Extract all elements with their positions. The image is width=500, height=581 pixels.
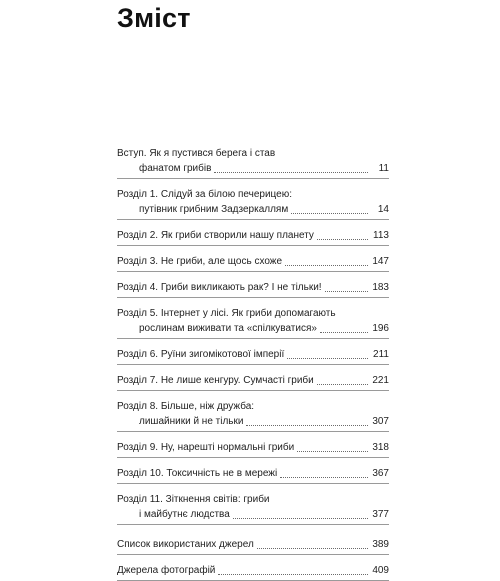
toc-page-number: 221 [372, 375, 389, 386]
dot-leader [325, 291, 368, 292]
toc-entry [117, 399, 389, 432]
toc-entry [117, 347, 389, 365]
toc-entry-line [117, 254, 389, 269]
dot-leader [246, 425, 368, 426]
toc-entry [117, 280, 389, 298]
toc-entry-title: рослинам виживати та «спілкуватися» [139, 323, 317, 334]
toc-page-number: 183 [372, 282, 389, 293]
toc-entry-line [117, 399, 389, 414]
toc-page-number: 367 [372, 468, 389, 479]
toc-entry [117, 537, 389, 555]
toc-entry-title: лишайники й не тільки [139, 416, 244, 427]
toc-entry-title: і майбутнє людства [139, 509, 230, 520]
toc-page-number: 318 [372, 442, 389, 453]
toc-entry-line [117, 466, 389, 481]
toc-entry-title: Розділ 6. Руїни зигомікотової імперії [117, 349, 285, 360]
dot-leader [285, 265, 368, 266]
toc-page-number: 389 [372, 539, 389, 550]
dot-leader [320, 332, 368, 333]
toc-entry-line [117, 161, 389, 176]
toc-entry [117, 466, 389, 484]
dot-leader [257, 548, 368, 549]
toc-entry-line [117, 347, 389, 362]
toc-entry [117, 563, 389, 581]
toc-page-number: 14 [377, 204, 389, 215]
toc-entry-line [117, 373, 389, 388]
toc-entry [117, 306, 389, 339]
toc-entry-line [117, 187, 389, 202]
toc-list [117, 138, 389, 581]
toc-entry-title: Список використаних джерел [117, 539, 254, 550]
toc-entry-line [117, 146, 389, 161]
toc-entry-title: фанатом грибів [139, 163, 212, 174]
toc-page-number: 147 [372, 256, 389, 267]
toc-entry [117, 228, 389, 246]
toc-entry-line [117, 306, 389, 321]
toc-entry-title: Розділ 9. Ну, нарешті нормальні гриби [117, 442, 295, 453]
toc-page-number: 409 [372, 565, 389, 576]
dot-leader [317, 239, 368, 240]
toc-entry [117, 146, 389, 179]
toc-entry-title: Розділ 4. Гриби викликають рак? І не тільки! [117, 282, 322, 293]
toc-page-number: 196 [372, 323, 389, 334]
toc-page-number: 211 [373, 349, 389, 360]
toc-entry-title: путівник грибним Задзеркаллям [139, 204, 289, 215]
toc-entry-line [117, 280, 389, 295]
dot-leader [233, 518, 368, 519]
dot-leader [297, 451, 368, 452]
toc-entry-line [117, 563, 389, 578]
toc-page-number: 113 [373, 230, 389, 241]
dot-leader [317, 384, 368, 385]
toc-page-number: 11 [378, 163, 389, 174]
toc-entry-line [117, 507, 389, 522]
dot-leader [287, 358, 368, 359]
dot-leader [214, 172, 368, 173]
toc-entry-title: Джерела фотографій [117, 565, 216, 576]
dot-leader [218, 574, 368, 575]
toc-entry-title: Розділ 8. Більше, ніж дружба: [117, 401, 255, 412]
toc-entry-line [117, 537, 389, 552]
toc-entry-title: Розділ 2. Як гриби створили нашу планету [117, 230, 314, 241]
toc-entry-line [117, 414, 389, 429]
toc-entry [117, 440, 389, 458]
toc-entry-line [117, 440, 389, 455]
toc-entry-line [117, 321, 389, 336]
toc-entry [117, 187, 389, 220]
toc-entry-line [117, 228, 389, 243]
page-title: Зміст [117, 3, 191, 33]
toc-entry [117, 254, 389, 272]
dot-leader [280, 477, 368, 478]
toc-entry-title: Розділ 7. Не лише кенгуру. Сумчасті гриби [117, 375, 314, 386]
toc-entry-title: Розділ 10. Токсичність не в мережі [117, 468, 278, 479]
toc-entry-title: Розділ 1. Слідуй за білою печерицею: [117, 189, 292, 200]
toc-entry-title: Розділ 3. Не гриби, але щось схоже [117, 256, 283, 267]
toc-page-number: 377 [372, 509, 389, 520]
toc-entry [117, 373, 389, 391]
toc-entry-title: Вступ. Як я пустився берега і став [117, 148, 276, 159]
toc-entry-title: Розділ 11. Зіткнення світів: гриби [117, 494, 270, 505]
toc-entry-line [117, 202, 389, 217]
dot-leader [291, 213, 368, 214]
toc-entry [117, 492, 389, 525]
toc-page-number: 307 [372, 416, 389, 427]
toc-entry-title: Розділ 5. Інтернет у лісі. Як гриби допомагають [117, 308, 336, 319]
